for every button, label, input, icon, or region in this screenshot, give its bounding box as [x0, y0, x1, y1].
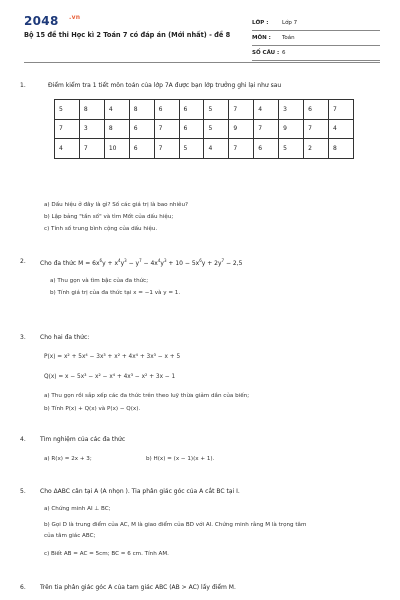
meta-box	[252, 16, 380, 61]
table-cell: 9	[279, 119, 304, 139]
meta-value: Toán	[282, 35, 295, 41]
exponent: 7	[221, 258, 225, 263]
question-part-a: a) Thu gọn rồi sắp xếp các đa thức trên theo luỹ thừa giảm dần của biến;	[44, 393, 250, 399]
table-cell: 7	[254, 119, 279, 139]
table-cell: 5	[279, 139, 304, 159]
text-part: y	[120, 260, 125, 267]
question-part-c: c) Tính số trung bình cộng của dấu hiệu.	[44, 226, 158, 232]
table-cell: 5	[179, 139, 204, 159]
table-row	[55, 139, 354, 159]
table-cell: 4	[204, 139, 229, 159]
document-title: Bộ 15 đề thi Học kì 2 Toán 7 có đáp án (Mới nhất) - đề 8	[24, 31, 231, 39]
question-part-b: b) Tính giá trị của đa thức tại x = −1 và y = 1.	[50, 290, 181, 296]
question-text: Tìm nghiệm của các đa thức	[40, 436, 126, 443]
text-part: + 10 − 5x	[166, 260, 200, 267]
table-cell: 10	[104, 139, 129, 159]
table-cell: 6	[129, 139, 154, 159]
table-cell: 7	[79, 139, 104, 159]
table-cell: 6	[179, 119, 204, 139]
logo-sub-text: .vn	[69, 14, 81, 21]
table-cell: 3	[279, 100, 304, 120]
question-number: 4.	[20, 436, 26, 443]
table-cell: 5	[204, 119, 229, 139]
logo-main-text: 2048	[24, 14, 59, 28]
table-cell: 6	[154, 100, 179, 120]
text-part: y	[160, 260, 164, 267]
exponent: 4	[157, 258, 161, 263]
exponent: 7	[139, 258, 142, 263]
question-number: 5.	[20, 488, 26, 495]
meta-row-subject	[252, 31, 380, 46]
text-part: Cho đa thức M = 6x	[40, 260, 100, 267]
table-cell: 8	[104, 119, 129, 139]
table-cell: 6	[304, 100, 329, 120]
table-cell: 7	[55, 119, 80, 139]
question-part-b: b) Gọi D là trung điểm của AC, M là giao điểm của BD với AI. Chứng minh rằng M là trọng tâm	[44, 522, 307, 528]
table-cell: 7	[229, 139, 254, 159]
table-cell: 3	[79, 119, 104, 139]
question-number: 2.	[20, 258, 26, 265]
table-cell: 7	[154, 139, 179, 159]
exponent: 6	[99, 258, 103, 263]
meta-value: Lớp 7	[282, 20, 298, 26]
table-cell: 4	[55, 139, 80, 159]
question-text: Cho ΔABC cân tại A (A nhọn ). Tia phân giác góc của A cắt BC tại I.	[40, 488, 240, 495]
question-text	[40, 258, 242, 267]
polynomial-q: Q(x) = x − 5x³ − x² − x⁴ + 4x³ − x² + 3x − 1	[44, 374, 176, 380]
table-cell: 4	[328, 119, 353, 139]
meta-key: LỚP :	[252, 20, 269, 26]
meta-key: MÔN :	[252, 35, 271, 41]
meta-row-count	[252, 46, 380, 61]
question-part-b-cont: của tâm giác ABC;	[44, 533, 96, 539]
question-number: 6.	[20, 584, 26, 591]
question-text: Điểm kiểm tra 1 tiết môn toán của lớp 7A được bạn lớp trưởng ghi lại như sau	[48, 82, 282, 89]
table-cell: 4	[254, 100, 279, 120]
question-part-b: b) Lập bảng "tần số" và tìm Mốt của dấu hiệu;	[44, 214, 174, 220]
table-cell: 8	[129, 100, 154, 120]
meta-key: SỐ CÂU :	[252, 50, 280, 56]
table-cell: 4	[104, 100, 129, 120]
table-cell: 8	[79, 100, 104, 120]
question-part-a: a) R(x) = 2x + 3;	[44, 456, 92, 462]
table-row	[55, 119, 354, 139]
text-part: − y	[126, 260, 140, 267]
question-part-a: a) Thu gọn và tìm bậc của đa thức;	[50, 278, 149, 284]
table-cell: 9	[229, 119, 254, 139]
table-cell: 7	[304, 119, 329, 139]
text-part: − 2,5	[224, 260, 243, 267]
question-number: 3.	[20, 334, 26, 341]
table-cell: 2	[304, 139, 329, 159]
table-cell: 7	[229, 100, 254, 120]
question-part-a: a) Chứng minh AI ⊥ BC;	[44, 506, 111, 512]
site-logo[interactable]	[24, 14, 81, 28]
table-cell: 5	[204, 100, 229, 120]
exponent: 3	[124, 258, 127, 263]
score-table	[54, 99, 354, 159]
table-cell: 6	[129, 119, 154, 139]
table-row	[55, 100, 354, 120]
header-divider	[24, 62, 380, 63]
table-cell: 6	[179, 100, 204, 120]
table-cell: 7	[154, 119, 179, 139]
question-number: 1.	[20, 82, 26, 89]
polynomial-p: P(x) = x² + 5x⁴ − 3x³ + x² + 4x⁴ + 3x³ − x + 5	[44, 354, 181, 360]
exponent: 6	[199, 258, 202, 263]
table-cell: 5	[55, 100, 80, 120]
table-cell: 8	[328, 139, 353, 159]
meta-row-class	[252, 16, 380, 31]
exponent: 3	[163, 258, 167, 263]
text-part: y + x	[102, 260, 119, 267]
question-part-c: c) Biết AB = AC = 5cm; BC = 6 cm. Tính AM.	[44, 551, 169, 557]
table-cell: 6	[254, 139, 279, 159]
exponent: 4	[118, 258, 121, 263]
meta-value: 6	[282, 50, 286, 56]
text-part: − 4x	[141, 260, 158, 267]
question-part-b: b) H(x) = (x − 1)(x + 1).	[146, 456, 215, 462]
question-text: Cho hai đa thức:	[40, 334, 90, 341]
table-cell: 7	[328, 100, 353, 120]
question-part-a: a) Dấu hiệu ở đây là gì? Số các giá trị là bao nhiêu?	[44, 202, 188, 208]
text-part: y + 2y	[201, 260, 222, 267]
question-text: Trên tia phân giác góc A của tam giác ABC (AB > AC) lấy điểm M.	[40, 584, 236, 591]
question-part-b: b) Tính P(x) + Q(x) và P(x) − Q(x).	[44, 406, 141, 412]
